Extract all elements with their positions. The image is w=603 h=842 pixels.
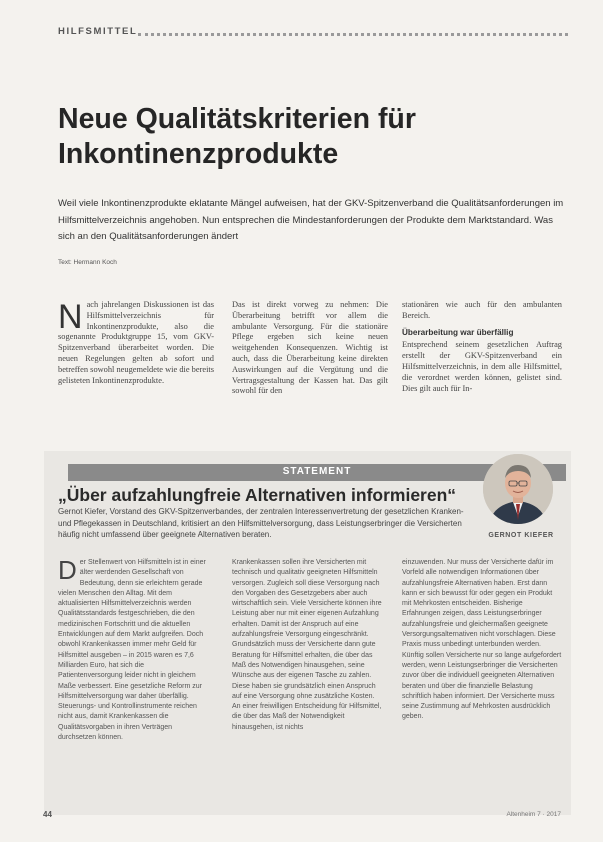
magazine-issue: Altenheim 7 · 2017: [506, 811, 561, 818]
article-lead: Weil viele Inkontinenzprodukte eklatante Mängel aufweisen, hat der GKV-Spitzenverband die Qualitätsanforderungen im Hilfsmittelverzeichnis angehoben. Nun entsprechen die Mindestanforderungen der Produkte dem Marktstandard. Was sich an den Qualitätsanforderungen ändert: [58, 198, 564, 242]
section-label: HILFSMITTEL: [58, 26, 138, 37]
photo-caption: GERNOT KIEFER: [488, 532, 554, 539]
title-line-2: Inkontinenzprodukte: [58, 138, 339, 170]
statement-intro: Gernot Kiefer, Vorstand des GKV-Spitzenverbandes, der zentralen Interessenvertretung der gesetzlichen Kranken- und Pflegekassen in Deutschland, kritisiert an den Hilfsmittelversorgung, dass Leistungserbringer die Versicherten häufig nicht umfassend über geeignete Alternativen beraten.: [58, 507, 464, 539]
title-line-1: Neue Qualitätskriterien für: [58, 103, 416, 135]
page-number: 44: [43, 810, 52, 819]
statement-column-1: [58, 555, 210, 743]
body-text: ach jahrelangen Diskussionen ist das Hilfsmittelverzeichnis für Inkontinenzprodukte, also die sogenannte Produktgruppe 15, vom GKV-Spitzenverband überarbeitet worden. Die neuen Regelungen gelten ab sofort und betreffen sowohl neugemeldete wie die bereits gelisteten Inkontinenzprodukte.: [58, 300, 214, 385]
statement-column-3: [402, 558, 562, 723]
statement-column-2: [232, 558, 384, 733]
statement-text: Krankenkassen sollen ihre Versicherten mit technisch und qualitativ geeigneten Hilfsmitteln versorgen. Zugleich soll diese Versorgung nach den Vorgaben des Gesetzgebers aber auch wirtschaftlich sein. Viele Versicherte können ihre Leistung aber nur mit einer eigenen Aufzahlung erhalten. Damit ist der Anspruch auf eine aufzahlungsfreie Versorgung eingeschränkt. Grundsätzlich muss der Versicherte dann gute Beratung für Hilfsmittel erhalten, die über das Maß des Notwendigen hinausgehen, seine Wünsche aus der eigenen Tasche zu zahlen. Diese haben sie grundsätzlich einen Anspruch auf eine Versorgung ohne zusätzliche Kosten. An einer freiwilligen Entscheidung für Hilfsmittel, die über das Maß der Notwendigkeit hinausgehen, ist nichts: [232, 559, 382, 731]
dotted-rule: [138, 33, 568, 36]
article-title: [58, 102, 558, 172]
statement-text: er Stellenwert von Hilfsmitteln ist in einer älter werdenden Gesellschaft von Bedeutung, denn sie erleichtern gerade vielen Menschen den Alltag. Mit dem aktualisierten Hilfsmittelverzeichnis werden Qualitätsstandards festgeschrieben, die den medizinischen Fortschritt und die aktuellen Entwicklungen auf dem Markt aufgreifen. Doch obwohl Krankenkassen immer mehr Geld für Hilfsmittel ausgeben – in 2015 waren es 7,6 Milliarden Euro, hat sich die Patientenversorgung leider nicht in gleichem Maße verbessert. Eine gesetzliche Reform zur Hilfsmittelversorgung war daher überfällig. Steuerungs- und Kontrollinstrumente reichen nicht aus, damit Krankenkassen die Qualitätsvorgaben in ihren Verträgen durchsetzen können.: [58, 559, 206, 742]
body-column-1: [58, 300, 214, 386]
statement-text: einzuwenden. Nur muss der Versicherte dafür im Vorfeld alle notwendigen Informationen über aufzahlungsfreie Alternativen haben. Erst dann kann er sich bewusst für oder gegen ein Produkt mit Mehrkosten entscheiden. Bisherige Erfahrungen zeigen, dass Leistungserbringer aufzahlungsfreie und gleichermaßen geeignete Versorgungsalternativen nicht vorschlagen. Diese Praxis muss unbedingt unterbunden werden. Künftig sollen Versicherte nur so lange aufgefordert werden, wenn Leistungserbringer die Versicherten zuvor über die individuell geeigneten Alternativen beraten und über die finanzielle Belastung schriftlich haben informiert. Der Versicherte muss seine Zustimmung auf Mehrkosten ausdrücklich geben.: [402, 559, 562, 721]
statement-title: „Über aufzahlungfreie Alternativen informieren“: [58, 485, 457, 505]
drop-cap: N: [58, 298, 83, 336]
body-text: Entsprechend seinem gesetzlichen Auftrag erstellt der GKV-Spitzenverband ein Hilfsmittelverzeichnis, in dem alle Hilfsmittel, die verordnet werden können, gelistet sind. Dies gilt auch für In-: [402, 340, 562, 393]
statement-label: STATEMENT: [282, 466, 352, 477]
body-column-2: [232, 300, 388, 397]
drop-cap: D: [58, 555, 77, 585]
subheading: Überarbeitung war überfällig: [402, 327, 514, 337]
section-header: [58, 26, 568, 40]
body-text: stationären wie auch für den ambulanten Bereich.: [402, 300, 562, 320]
author-credit: Text: Hermann Koch: [58, 259, 117, 266]
portrait-icon: [483, 454, 553, 524]
body-column-3: [402, 300, 562, 394]
portrait-photo: [483, 454, 553, 524]
body-text: Das ist direkt vorweg zu nehmen: Die Überarbeitung betrifft vor allem die ambulante Versorgung. Für die stationäre Pflege ergeben sich keine neuen weitgehenden Konsequenzen. Wichtig ist auch, dass die Überarbeitung keine direkten Auswirkungen auf die Vergütung und die Vertragsgestaltung der Kassen hat. Das gilt sowohl für den: [232, 300, 388, 396]
